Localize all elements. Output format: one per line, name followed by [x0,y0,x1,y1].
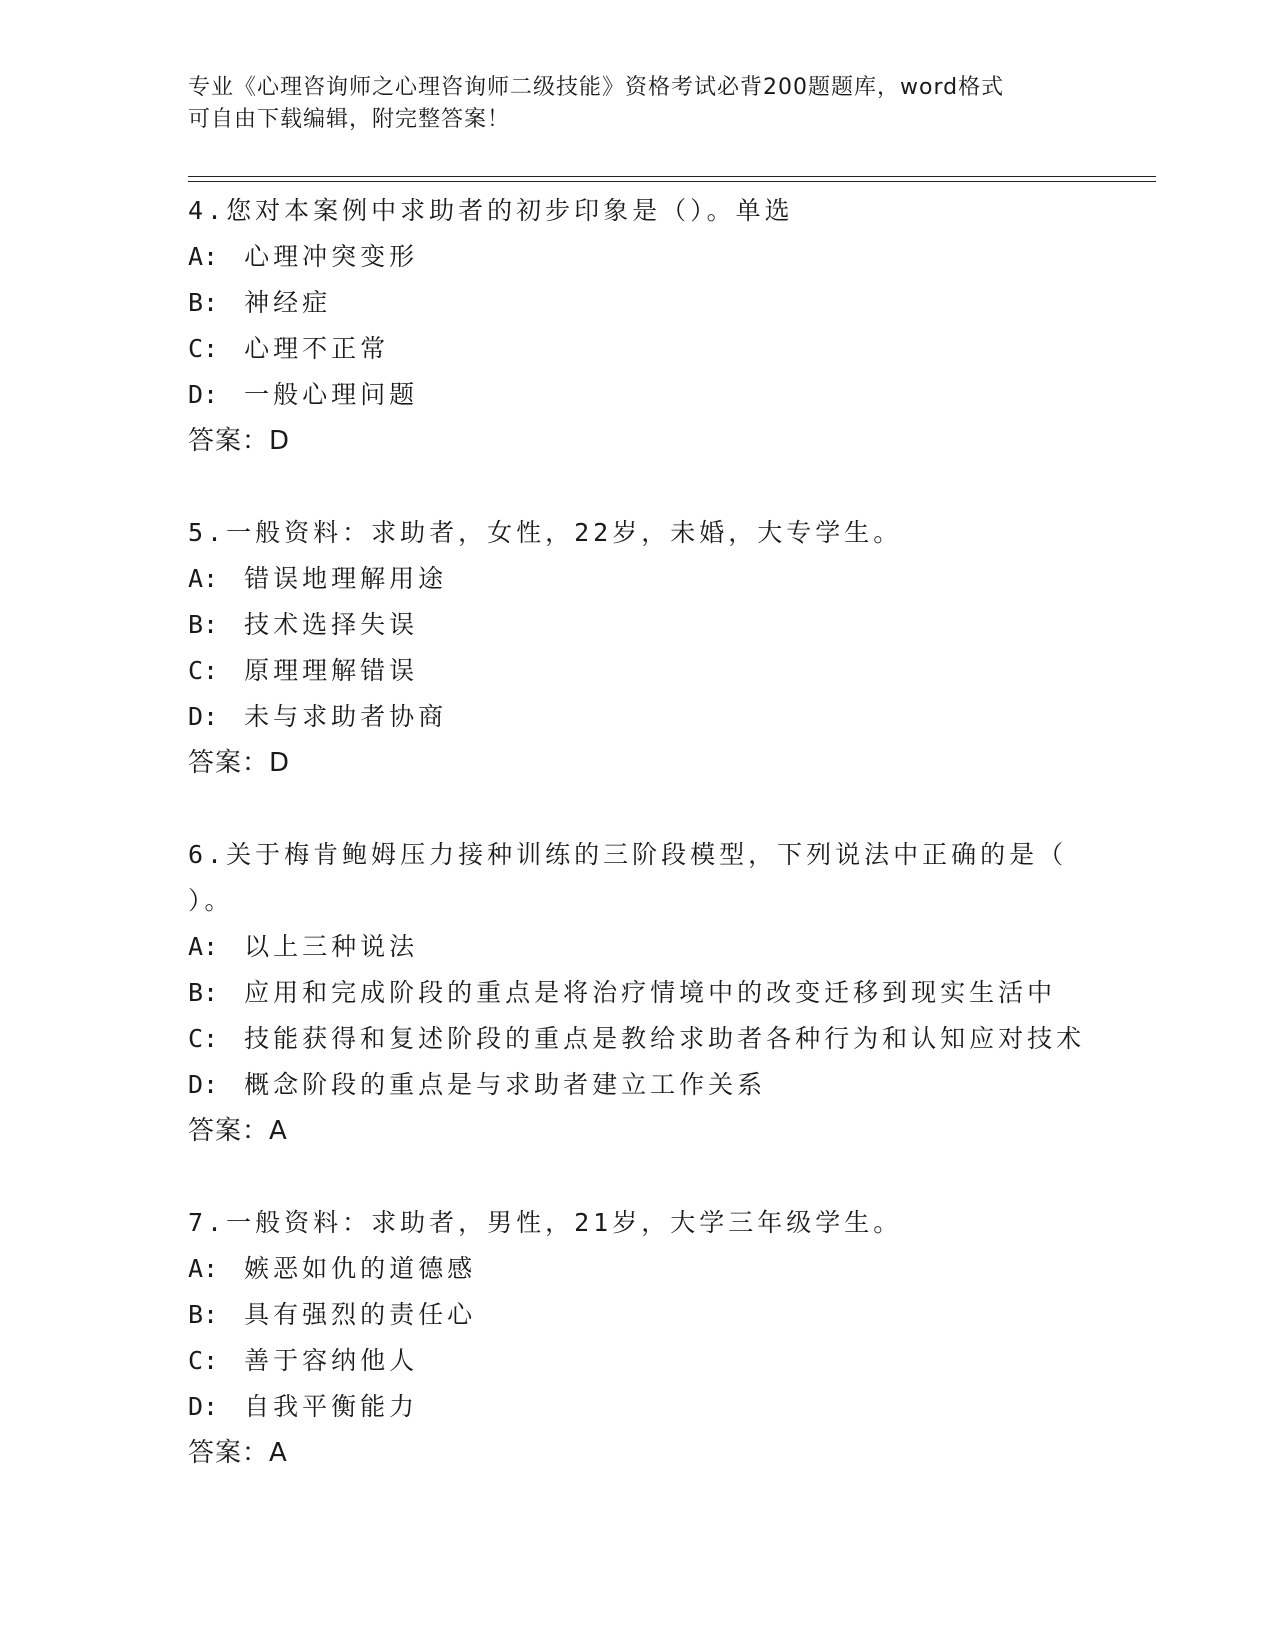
option-row [188,1292,1088,1338]
option-text: 技术选择失误 [244,610,419,639]
option-letter: B: [188,978,219,1007]
option-text: 自我平衡能力 [244,1392,419,1421]
option-row [188,1246,1088,1292]
header-line-1: 专业《心理咨询师之心理咨询师二级技能》资格考试必背200题题库，word格式 [188,75,1005,100]
option-text: 概念阶段的重点是与求助者建立工作关系 [244,1070,767,1099]
option-letter: D: [188,1392,219,1421]
option-text: 心理冲突变形 [244,242,419,271]
option-letter: B: [188,610,219,639]
option-letter: D: [188,380,219,409]
option-text: 善于容纳他人 [244,1346,419,1375]
option-row [188,1338,1088,1384]
option-text: 神经症 [244,288,332,317]
option-text: 未与求助者协商 [244,702,448,731]
option-letter: C: [188,334,219,363]
option-row [188,970,1088,1016]
option-letter: C: [188,1024,219,1053]
option-letter: A: [188,932,219,961]
option-text: 心理不正常 [244,334,390,363]
option-text: 以上三种说法 [244,932,419,961]
option-row [188,556,1088,602]
option-letter: B: [188,288,219,317]
option-row [188,924,1088,970]
option-text: 原理理解错误 [244,656,419,685]
question-stem: 7.一般资料：求助者，男性，21岁，大学三年级学生。 [188,1208,903,1237]
header-divider-top [188,176,1156,177]
option-row [188,372,1088,418]
option-letter: D: [188,1070,219,1099]
option-letter: A: [188,1254,219,1283]
question-stem: ）。 [188,886,234,915]
question-list [188,188,1088,1522]
option-letter: A: [188,564,219,593]
option-row [188,280,1088,326]
option-letter: A: [188,242,219,271]
option-text: 错误地理解用途 [244,564,448,593]
option-text: 技能获得和复述阶段的重点是教给求助者各种行为和认知应对技术 [244,1024,1086,1053]
question-block [188,188,1088,464]
document-header [188,72,1068,136]
option-text: 具有强烈的责任心 [244,1300,477,1329]
option-text: 一般心理问题 [244,380,419,409]
option-letter: C: [188,1346,219,1375]
option-text: 嫉恶如仇的道德感 [244,1254,477,1283]
question-block [188,1200,1088,1476]
option-letter: B: [188,1300,219,1329]
question-stem: 6.关于梅肯鲍姆压力接种训练的三阶段模型，下列说法中正确的是（ [188,840,1068,869]
option-row [188,648,1088,694]
option-letter: D: [188,702,219,731]
answer-line: 答案：A [188,1438,288,1468]
answer-line: 答案：A [188,1116,288,1146]
option-letter: C: [188,656,219,685]
option-row [188,1016,1088,1062]
option-row [188,602,1088,648]
answer-line: 答案：D [188,426,291,456]
option-text: 应用和完成阶段的重点是将治疗情境中的改变迁移到现实生活中 [244,978,1057,1007]
header-line-2: 可自由下载编辑，附完整答案！ [188,107,511,132]
option-row [188,234,1088,280]
question-stem: 4.您对本案例中求助者的初步印象是（）。单选 [188,196,794,225]
question-stem: 5.一般资料：求助者，女性，22岁，未婚，大专学生。 [188,518,903,547]
question-block [188,832,1088,1154]
question-block [188,510,1088,786]
option-row [188,694,1088,740]
option-row [188,326,1088,372]
option-row [188,1384,1088,1430]
header-divider-bottom [188,181,1156,182]
answer-line: 答案：D [188,748,291,778]
option-row [188,1062,1088,1108]
